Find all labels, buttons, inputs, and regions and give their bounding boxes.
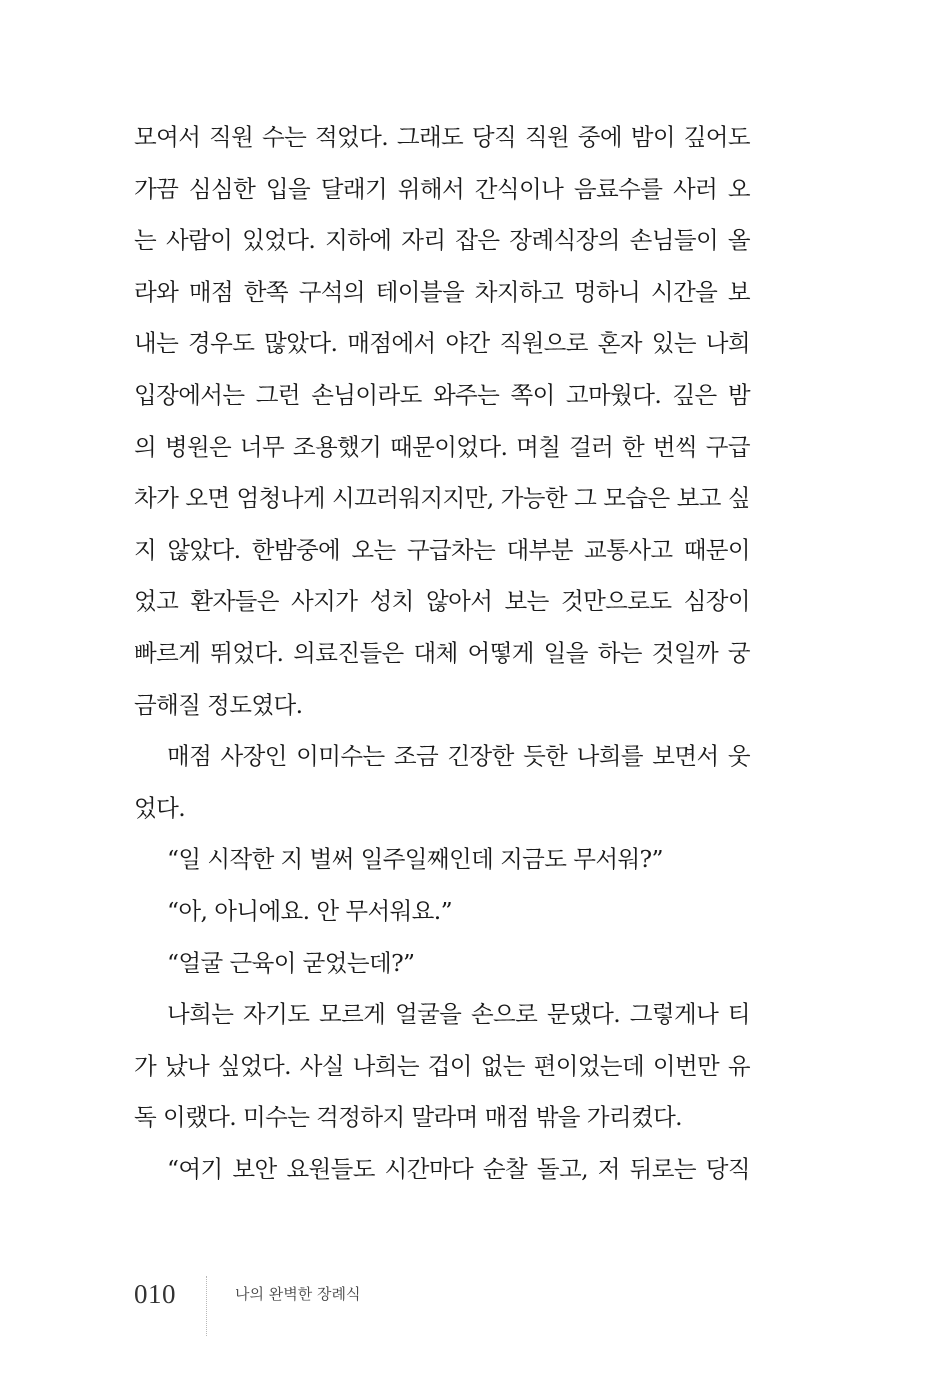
page-number: 010 (134, 1279, 176, 1309)
text-line: 나희는 자기도 모르게 얼굴을 손으로 문댔다. 그렇게나 티 (167, 1000, 750, 1029)
text-line: 가 났나 싶었다. 사실 나희는 겁이 없는 편이었는데 이번만 유 (134, 1051, 750, 1080)
text-line: 가끔 심심한 입을 달래기 위해서 간식이나 음료수를 사러 오 (134, 174, 750, 203)
page-footer (134, 1276, 360, 1336)
text-line: 빠르게 뛰었다. 의료진들은 대체 어떻게 일을 하는 것일까 궁 (134, 638, 750, 667)
dialogue-line: “일 시작한 지 벌써 일주일째인데 지금도 무서워?” (167, 845, 663, 874)
text-line: 의 병원은 너무 조용했기 때문이었다. 며칠 걸러 한 번씩 구급 (134, 432, 750, 461)
book-title: 나의 완벽한 장례식 (235, 1285, 361, 1303)
text-line: 는 사람이 있었다. 지하에 자리 잡은 장례식장의 손님들이 올 (134, 226, 750, 255)
text-line: 었다. (134, 793, 186, 822)
text-line: 매점 사장인 이미수는 조금 긴장한 듯한 나희를 보면서 웃 (167, 742, 750, 771)
text-line: 차가 오면 엄청나게 시끄러워지지만, 가능한 그 모습은 보고 싶 (134, 484, 750, 513)
dialogue-line: “여기 보안 요원들도 시간마다 순찰 돌고, 저 뒤로는 당직 (167, 1154, 750, 1183)
dialogue-line: “아, 아니에요. 안 무서워요.” (167, 896, 453, 925)
text-line: 독 이랬다. 미수는 걱정하지 말라며 매점 밖을 가리켰다. (134, 1103, 683, 1132)
text-line: 지 않았다. 한밤중에 오는 구급차는 대부분 교통사고 때문이 (134, 535, 750, 564)
dialogue-line: “얼굴 근육이 굳었는데?” (167, 948, 415, 977)
text-line: 라와 매점 한쪽 구석의 테이블을 차지하고 멍하니 시간을 보 (134, 277, 750, 306)
text-line: 었고 환자들은 사지가 성치 않아서 보는 것만으로도 심장이 (134, 587, 750, 616)
footer-divider (206, 1276, 207, 1336)
text-line: 금해질 정도였다. (134, 690, 303, 719)
body-text (134, 112, 750, 1195)
text-line: 모여서 직원 수는 적었다. 그래도 당직 직원 중에 밤이 깊어도 (134, 123, 750, 151)
text-line: 입장에서는 그런 손님이라도 와주는 쪽이 고마웠다. 깊은 밤 (134, 380, 750, 409)
text-line: 내는 경우도 많았다. 매점에서 야간 직원으로 혼자 있는 나희 (134, 329, 750, 358)
